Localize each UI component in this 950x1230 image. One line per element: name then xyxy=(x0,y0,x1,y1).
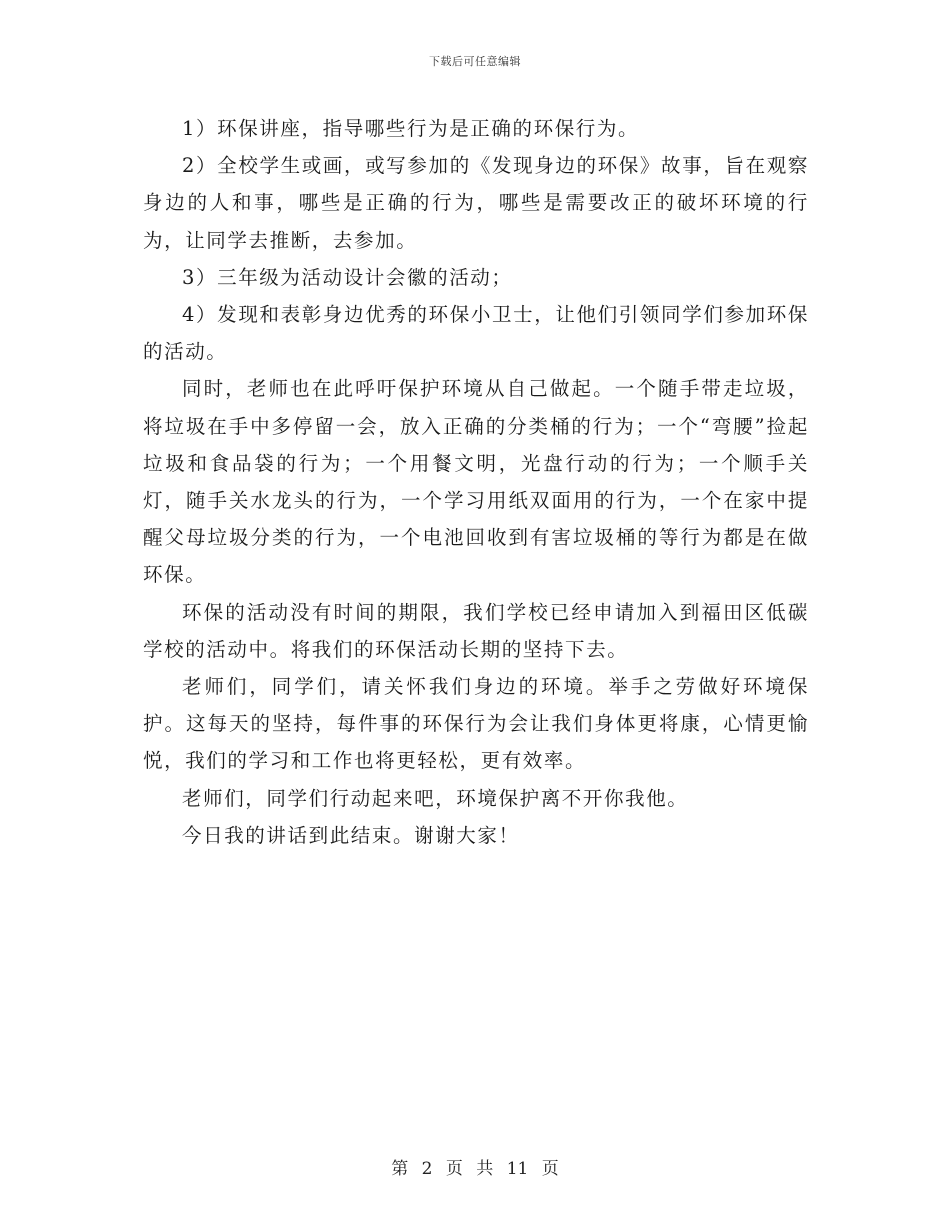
footer-total-pages: 11 xyxy=(506,1159,529,1179)
paragraph-appeal: 同时，老师也在此呼吁保护环境从自己做起。一个随手带走垃圾，将垃圾在手中多停留一会，放入正确的分类桶的行为；一个“弯腰”捡起垃圾和食品袋的行为；一个用餐文明，光盘行动的行为；一个顺手关灯，随手关水龙头的行为，一个学习用纸双面用的行为，一个在家中提醒父母垃圾分类的行为，一个电池回收到有害垃圾桶的等行为都是在做环保。 xyxy=(143,377,809,587)
page-footer xyxy=(0,1154,950,1179)
header-note: 下载后可任意编辑 xyxy=(429,55,521,68)
footer-total-word: 共 xyxy=(476,1159,494,1179)
paragraph-low-carbon: 环保的活动没有时间的期限，我们学校已经申请加入到福田区低碳学校的活动中。将我们的环保活动长期的坚持下去。 xyxy=(143,600,809,661)
page-header xyxy=(0,53,950,69)
paragraph-lecture: 1）环保讲座，指导哪些行为是正确的环保行为。 xyxy=(182,117,640,140)
footer-page-word: 页 xyxy=(445,1159,463,1179)
footer-current-page: 2 xyxy=(421,1159,433,1179)
footer-suffix: 页 xyxy=(541,1159,559,1179)
paragraph-emblem: 3）三年级为活动设计会徽的活动； xyxy=(182,265,513,289)
paragraph-guardians: 4）发现和表彰身边优秀的环保小卫士，让他们引领同学们参加环保的活动。 xyxy=(143,303,809,364)
paragraph-story: 2）全校学生或画，或写参加的《发现身边的环保》故事，旨在观察身边的人和事，哪些是正确的行为，哪些是需要改正的破坏环境的行为，让同学去推断，去参加。 xyxy=(143,154,809,252)
paragraph-closing: 今日我的讲话到此结束。谢谢大家！ xyxy=(182,823,520,847)
paragraph-action: 老师们，同学们行动起来吧，环境保护离不开你我他。 xyxy=(182,786,689,810)
footer-prefix: 第 xyxy=(391,1159,409,1179)
paragraph-care: 老师们，同学们，请关怀我们身边的环境。举手之劳做好环境保护。这每天的坚持，每件事的环保行为会让我们身体更将康，心情更愉悦，我们的学习和工作也将更轻松，更有效率。 xyxy=(143,675,809,773)
document-body xyxy=(143,110,809,854)
